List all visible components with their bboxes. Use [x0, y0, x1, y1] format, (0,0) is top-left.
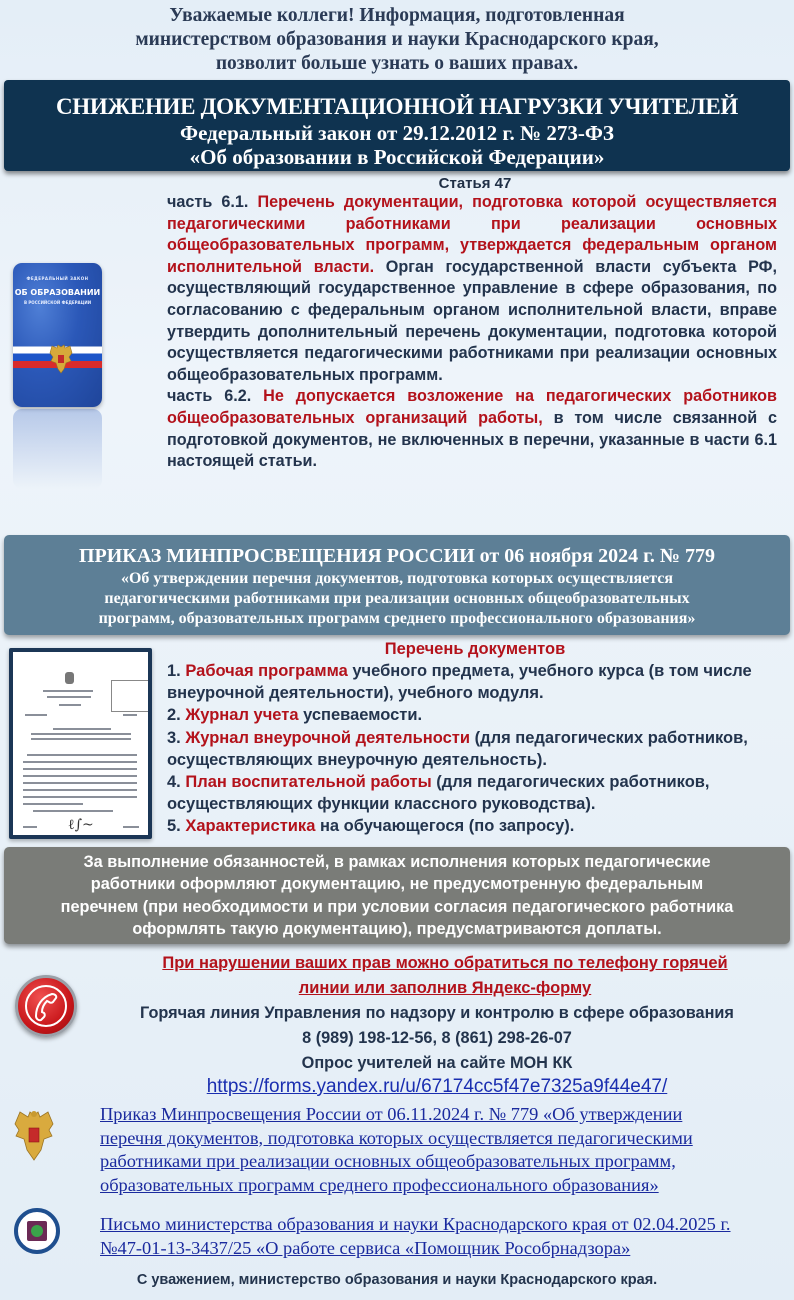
- order-document-image: [9, 648, 152, 839]
- link-line: Приказ Минпросвещения России от 06.11.2024 г. № 779 «Об утверждении: [100, 1104, 683, 1124]
- list-item: [167, 660, 787, 704]
- part-highlight: Перечень документации, подготовка которой осуществляется педагогическими работниками при реализации основных общеобразовательных программ, утверждается федеральным органом исполнительной власти.: [167, 193, 777, 276]
- hotline-phones: 8 (989) 198-12-56, 8 (861) 298-26-07: [302, 1029, 572, 1047]
- item-number: 2.: [167, 706, 186, 725]
- payment-line: работники оформляют документацию, не предусмотренную федеральным: [90, 875, 704, 894]
- doc-list: [167, 660, 787, 838]
- doc-line: [47, 696, 91, 698]
- item-number: 4.: [167, 773, 186, 792]
- doc-list-title: Перечень документов: [384, 640, 566, 658]
- doc-line: [123, 826, 139, 828]
- doc-line: [25, 714, 47, 716]
- hotline-label: Горячая линия Управления по надзору и контролю в сфере образования: [140, 1004, 734, 1022]
- law-book-image: [13, 263, 102, 407]
- doc-line: [43, 690, 93, 692]
- doc-line: [123, 714, 137, 716]
- doc-line: [33, 810, 113, 812]
- part-text: Орган государственной власти субъекта РФ, осуществляющий государственное управление в сфере образования, по согласованию с федеральным органом исполнительной власти, вправе утвердить дополнительный перечень документации, подготовка которой осуществляется педагогическими работниками при реализации основных общеобразовательных программ.: [167, 257, 777, 384]
- doc-line: [59, 704, 81, 706]
- doc-line: [23, 826, 37, 828]
- list-item: [167, 727, 787, 771]
- payment-line: За выполнение обязанностей, в рамках исполнения которых педагогические: [83, 853, 711, 871]
- book-reflection: [13, 409, 102, 489]
- hotline-alert: [100, 951, 790, 1001]
- list-item: [167, 771, 787, 815]
- krasnodar-ministry-emblem-icon: [14, 1208, 60, 1254]
- article-part-1: [167, 192, 777, 386]
- order-line: «Об утверждении перечня документов, подготовка которых осуществляется: [120, 570, 674, 587]
- alert-line: линии или заполнив Яндекс-форму: [298, 979, 592, 997]
- part-text: в том числе связанной с подготовкой документов, не включенных в перечни, указанные в части 6.1 настоящей статьи.: [167, 408, 777, 471]
- part-label: часть 6.2.: [167, 387, 264, 406]
- signoff: С уважением, министерство образования и науки Краснодарского края.: [136, 1272, 658, 1288]
- link-line: работниками при реализации основных общеобразовательных программ,: [100, 1151, 676, 1171]
- doc-line: [23, 768, 137, 770]
- item-text: (для педагогических работников, осуществляющих функции классного руководства).: [167, 773, 710, 814]
- item-highlight: Характеристика: [185, 817, 316, 836]
- item-highlight: План воспитательной работы: [185, 773, 432, 792]
- alert-line: При нарушении ваших прав можно обратиться по телефону горячей: [162, 954, 728, 972]
- link-line: перечня документов, подготовка которых осуществляется педагогическими: [100, 1127, 693, 1148]
- link-line: Письмо министерства образования и науки Краснодарского края от 02.04.2025 г.: [100, 1214, 731, 1234]
- doc-line: [23, 782, 137, 784]
- phone-icon: [15, 975, 77, 1037]
- payment-line: перечнем (при необходимости и при условии согласия педагогического работника: [60, 897, 734, 916]
- item-highlight: Журнал учета: [185, 706, 299, 725]
- survey-link[interactable]: https://forms.yandex.ru/u/67174cc5f47e7325a9f44e47/: [206, 1076, 668, 1097]
- survey-label: Опрос учителей на сайте МОН КК: [301, 1054, 573, 1072]
- list-item: [167, 815, 787, 837]
- doc-line: [31, 738, 131, 740]
- intro-line: позволит больше узнать о ваших правах.: [215, 53, 579, 74]
- book-subtitle: В РОССИЙСКОЙ ФЕДЕРАЦИИ: [23, 300, 92, 305]
- item-text: на обучающегося (по запросу).: [315, 817, 575, 836]
- hotline-info: [80, 1001, 794, 1076]
- order-banner: [4, 535, 790, 635]
- law-reference: Федеральный закон от 29.12.2012 г. № 273-ФЗ: [180, 121, 614, 145]
- article-part-2: [167, 386, 777, 472]
- list-item: [167, 704, 787, 726]
- item-number: 5.: [167, 817, 186, 836]
- order-779-link[interactable]: [100, 1103, 790, 1197]
- item-number: 3.: [167, 728, 186, 747]
- article-text: [167, 192, 777, 473]
- doc-line: [53, 728, 111, 730]
- item-highlight: Журнал внеурочной деятельности: [185, 728, 471, 747]
- signature-icon: ℓ∫~: [68, 817, 94, 833]
- intro-text: [0, 4, 794, 76]
- order-line: педагогическими работниками при реализации основных общеобразовательных: [104, 590, 690, 607]
- link-line: образовательных программ среднего профессионального образования»: [100, 1174, 659, 1195]
- emblem-book: [27, 1221, 47, 1241]
- order-title: ПРИКАЗ МИНПРОСВЕЩЕНИЯ РОССИИ от 06 ноября 2024 г. № 779: [78, 545, 716, 567]
- doc-line: [31, 733, 131, 735]
- doc-line: [23, 761, 137, 763]
- doc-line: [23, 803, 83, 805]
- ministry-emblem-icon: [12, 1108, 57, 1168]
- intro-line: Уважаемые коллеги! Информация, подготовленная: [169, 5, 625, 26]
- law-name: «Об образовании в Российской Федерации»: [189, 145, 605, 169]
- doc-line: [27, 754, 137, 756]
- law-banner: [4, 80, 790, 171]
- book-top-label: ФЕДЕРАЛЬНЫЙ ЗАКОН: [26, 276, 89, 281]
- item-number: 1.: [167, 662, 186, 680]
- ministry-letter-link[interactable]: [100, 1213, 790, 1260]
- item-text: (для педагогических работников, осуществляющих внеурочную деятельность).: [167, 728, 748, 769]
- article-heading: Статья 47: [438, 175, 512, 192]
- book-title: ОБ ОБРАЗОВАНИИ: [14, 288, 101, 297]
- doc-line: [23, 796, 137, 798]
- intro-line: министерством образования и науки Краснодарского края,: [135, 29, 659, 50]
- emblem-crest: [31, 1225, 43, 1237]
- item-text: успеваемости.: [298, 706, 423, 725]
- doc-line: [23, 775, 137, 777]
- crest-icon: [65, 672, 74, 684]
- doc-line: [23, 789, 137, 791]
- part-label: часть 6.1.: [167, 193, 258, 211]
- payment-banner: [4, 847, 790, 944]
- link-line: №47-01-13-3437/25 «О работе сервиса «Помощник Рособрнадзора»: [100, 1237, 631, 1258]
- banner-title: СНИЖЕНИЕ ДОКУМЕНТАЦИОННОЙ НАГРУЗКИ УЧИТЕЛЕЙ: [55, 94, 739, 119]
- part-highlight: Не допускается возложение на педагогических работников общеобразовательных организаций работы,: [167, 387, 777, 427]
- coat-of-arms-icon: [48, 343, 74, 375]
- item-highlight: Рабочая программа: [185, 662, 348, 680]
- order-line: программ, образовательных программ среднего профессионального образования»: [98, 610, 696, 627]
- stamp-icon: [111, 680, 149, 712]
- payment-line: оформлять такую документацию), предусматриваются доплаты.: [132, 919, 662, 938]
- handset-icon: [34, 992, 60, 1022]
- item-text: учебного предмета, учебного курса (в том числе внеурочной деятельности), учебного модуля.: [167, 662, 752, 703]
